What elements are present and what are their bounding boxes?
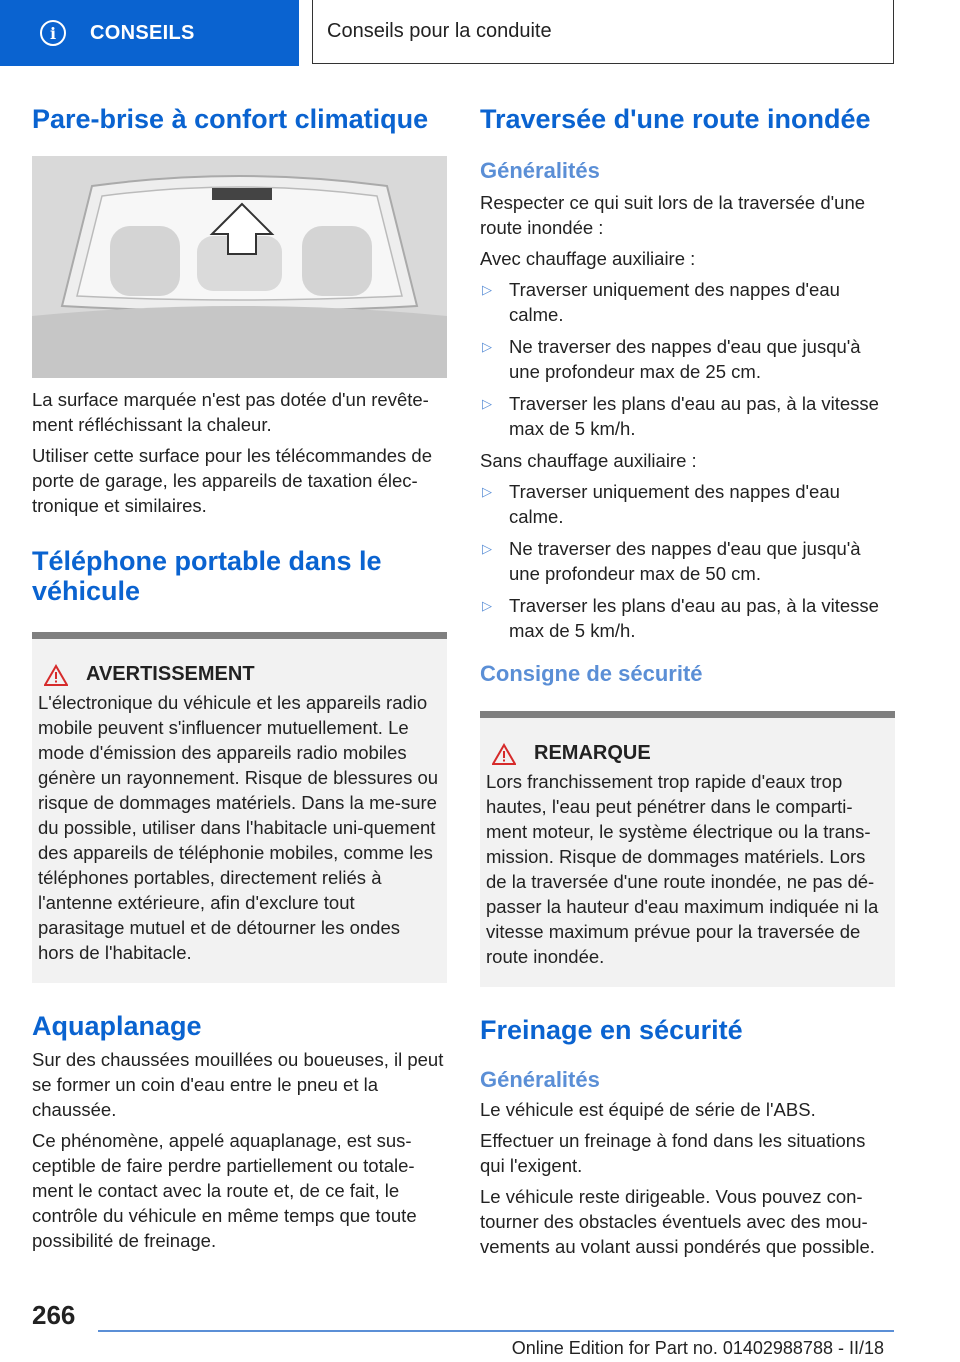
list-item: ▷ Traverser uniquement des nappes d'eau calme. (482, 279, 840, 325)
bullet-icon: ▷ (482, 339, 492, 354)
braking-text-2: Effectuer un freinage à fond dans les situations qui l'exigent. (480, 1130, 866, 1176)
windshield-text-2: Utiliser cette surface pour les télécommandes de porte de garage, les appareils de taxation élec-tronique et similaires. (32, 445, 432, 516)
phone-heading: Téléphone portable dans le véhicule (32, 546, 382, 606)
info-icon: i (40, 20, 66, 46)
page-header (312, 0, 894, 64)
bullet-icon: ▷ (482, 541, 492, 556)
windshield-text-1: La surface marquée n'est pas dotée d'un revête-ment réfléchissant la chaleur. (32, 389, 429, 435)
chapter-title: Conseils pour la conduite (327, 20, 552, 42)
flood-subheading: Généralités (480, 158, 600, 183)
note-box (480, 711, 895, 987)
bullet-icon: ▷ (482, 396, 492, 411)
with-heater-list (480, 277, 895, 441)
list-item: ▷ Traverser les plans d'eau au pas, à la vitesse max de 5 km/h. (482, 393, 879, 439)
braking-subheading: Généralités (480, 1067, 600, 1092)
braking-text-1: Le véhicule est équipé de série de l'ABS. (480, 1099, 816, 1120)
aquaplaning-heading: Aquaplanage (32, 1011, 202, 1041)
edition-footer: Online Edition for Part no. 01402988788 - II/18 (511, 1338, 884, 1358)
left-column (32, 96, 447, 1253)
with-heater-label: Avec chauffage auxiliaire : (480, 248, 696, 269)
bullet-icon: ▷ (482, 484, 492, 499)
aquaplaning-text-2: Ce phénomène, appelé aquaplanage, est sus-ceptible de faire perdre partiellement ou totale-ment le contact avec la route et, de ce fait, le contrôle du véhicule en même temps que toute possibilité de freinage. (32, 1130, 417, 1251)
windshield-photo (32, 156, 447, 378)
aquaplaning-text-1: Sur des chaussées mouillées ou boueuses, il peut se former un coin d'eau entre le pneu et la chaussée. (32, 1049, 444, 1120)
warning-icon (492, 743, 516, 765)
without-heater-label: Sans chauffage auxiliaire : (480, 450, 697, 471)
note-header (492, 742, 887, 765)
car-interior-illustration (32, 156, 447, 378)
list-item: ▷ Ne traverser des nappes d'eau que jusqu'à une profondeur max de 50 cm. (482, 538, 861, 584)
list-item: ▷ Traverser les plans d'eau au pas, à la vitesse max de 5 km/h. (482, 595, 879, 641)
windshield-heading: Pare-brise à confort climatique (32, 104, 429, 134)
section-label: CONSEILS (90, 21, 195, 44)
braking-text-3: Le véhicule reste dirigeable. Vous pouvez con-tourner des obstacles éventuels avec des mou-vements au volant aussi pondérés que possible. (480, 1186, 875, 1257)
bullet-icon: ▷ (482, 598, 492, 613)
warning-header (44, 663, 439, 686)
note-label: REMARQUE (534, 742, 651, 764)
right-column (480, 96, 895, 1259)
warning-icon (44, 664, 68, 686)
safety-heading: Consigne de sécurité (480, 661, 703, 686)
braking-heading: Freinage en sécurité (480, 1015, 743, 1045)
section-tab (0, 0, 299, 66)
bullet-icon: ▷ (482, 282, 492, 297)
flood-heading: Traversée d'une route inondée (480, 104, 871, 134)
list-item: ▷ Ne traverser des nappes d'eau que jusqu'à une profondeur max de 25 cm. (482, 336, 861, 382)
footer-divider (98, 1330, 894, 1332)
without-heater-list (480, 479, 895, 643)
warning-text: L'électronique du véhicule et les appareils radio mobile peuvent s'influencer mutuellement. Le mode d'émission des appareils radio mobiles génère un rayonnement. Risque de blessures ou risque de dommages matériels. Dans la me-sure du possible, utiliser dans l'habitacle uni-quement des appareils de téléphonie mobiles, comme les téléphones portables, directement reliés à l'antenne extérieure, afin d'exclure tout parasitage mutuel et de détourner les ondes hors de l'habitacle. (38, 692, 439, 963)
flood-intro: Respecter ce qui suit lors de la traversée d'une route inondée : (480, 192, 866, 238)
warning-label: AVERTISSEMENT (86, 663, 255, 685)
list-item: ▷ Traverser uniquement des nappes d'eau calme. (482, 481, 840, 527)
page-number: 266 (32, 1300, 76, 1330)
warning-box (32, 632, 447, 983)
note-text: Lors franchissement trop rapide d'eaux trop hautes, l'eau peut pénétrer dans le comparti-ment moteur, le système électrique ou la trans-mission. Risque de dommages matériels. Lors de la traversée d'une route inondée, ne pas dé-passer la hauteur d'eau maximum indiquée ni la vitesse maximum prévue pour la traversée de route inondée. (486, 771, 879, 967)
